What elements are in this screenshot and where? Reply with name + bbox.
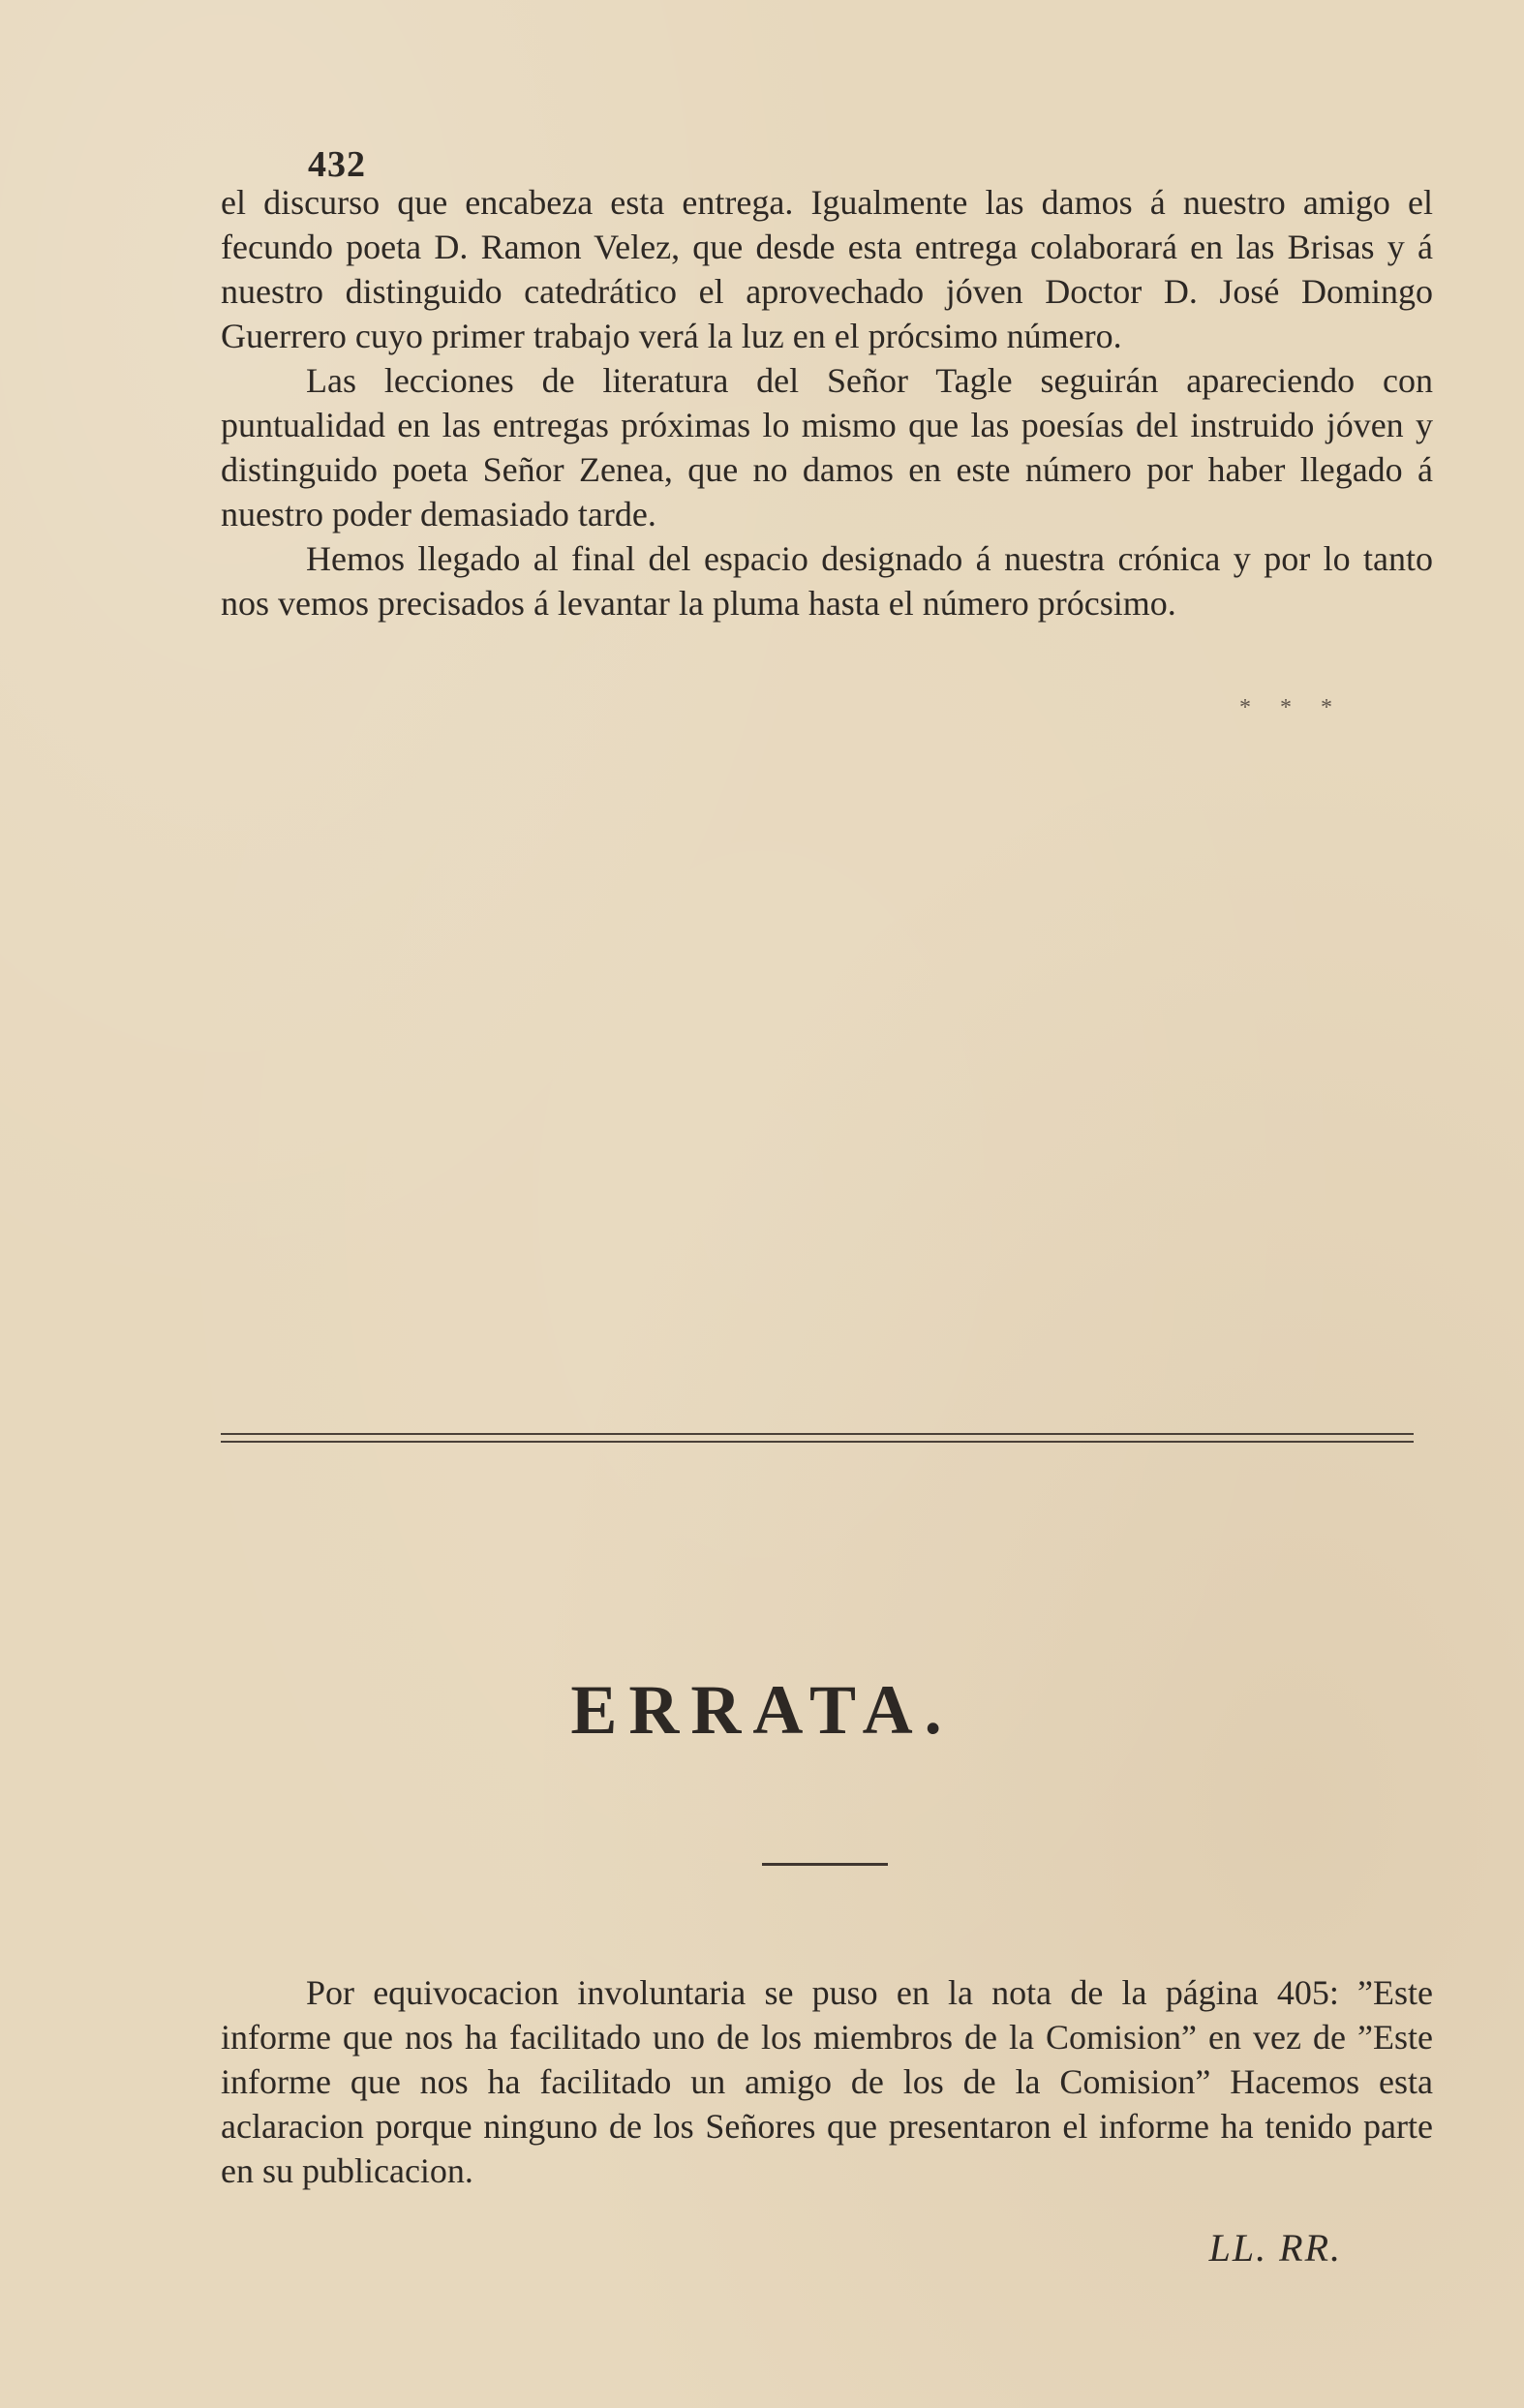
section-end-stars: * * *: [1239, 695, 1344, 720]
signature: LL. RR.: [1208, 2226, 1342, 2270]
chronicle-paragraph-2: Las lecciones de literatura del Señor Tagle seguirán apareciendo con puntualidad en las entregas próximas lo mismo que las poesías del instruido jóven y distinguido poeta Señor Zenea, que no damos en este número por haber llegado á nuestro poder demasiado tarde.: [221, 361, 1433, 533]
errata-paragraph: Por equivocacion involuntaria se puso en la nota de la página 405: ”Este informe que nos ha facilitado uno de los miembros de la Comision” en vez de ”Este informe que nos ha facilitado un amigo de los de la Comision” Hacemos esta aclaracion porque ninguno de los Señores que presentaron el informe ha tenido parte en su publicacion.: [221, 1973, 1433, 2190]
errata-text-block: [221, 1970, 1433, 2193]
heading-underline: [762, 1863, 888, 1866]
section-divider: [221, 1433, 1414, 1443]
page-number: 432: [308, 144, 366, 185]
chronicle-paragraph-3: Hemos llegado al final del espacio designado á nuestra crónica y por lo tanto nos vemos precisados á levantar la pluma hasta el número prócsimo.: [221, 539, 1433, 623]
chronicle-paragraph-1: el discurso que encabeza esta entrega. Igualmente las damos á nuestro amigo el fecundo poeta D. Ramon Velez, que desde esta entrega colaborará en las Brisas y á nuestro distinguido catedrático el aprovechado jóven Doctor D. José Domingo Guerrero cuyo primer trabajo verá la luz en el prócsimo número.: [221, 183, 1433, 355]
chronicle-text-block: [221, 180, 1433, 625]
errata-heading: ERRATA.: [570, 1671, 954, 1749]
